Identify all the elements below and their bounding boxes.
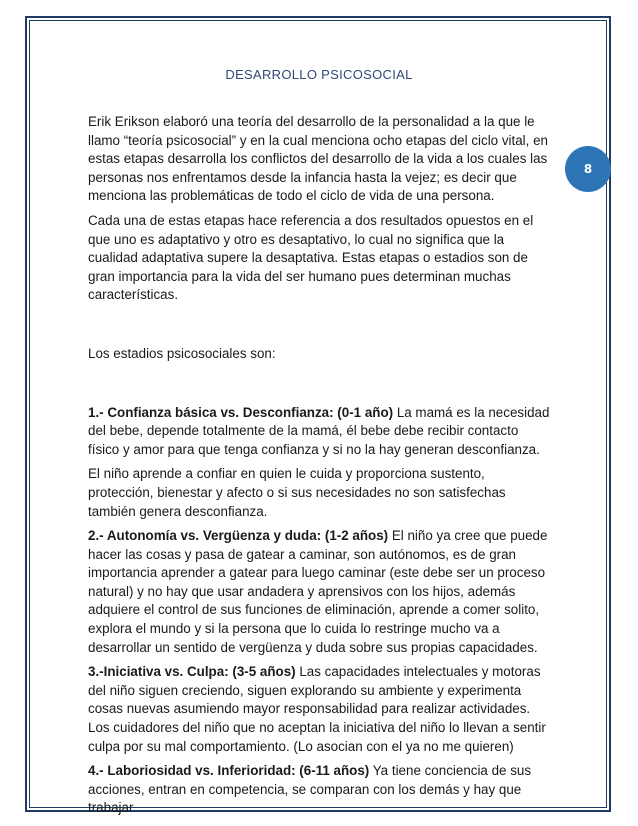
page-number: 8 bbox=[583, 162, 593, 176]
stage-paragraph bbox=[88, 663, 552, 756]
stage-text: Las capacidades intelectuales y motoras del niño siguen creciendo, siguen explorando su ambiente y experimenta cosas nuevas asumiendo mayor responsabilidad para realizar actividades. Los cuidadores del niño que no aceptan la iniciativa del niño lo llevan a sentir culpa por su mal comportamiento. (Lo asocian con el ya no me quieren) bbox=[88, 664, 546, 754]
stage-heading: 2.- Autonomía vs. Vergüenza y duda: (1-2 años) bbox=[88, 528, 389, 544]
stage-text: La mamá es la necesidad del bebe, depende totalmente de la mamá, él bebe debe recibir contacto físico y amor para que tenga confianza y si no la hay generan desconfianza. bbox=[88, 404, 550, 457]
stage-paragraph bbox=[88, 527, 552, 657]
stage-extra-paragraph: El niño aprende a confiar en quien le cuida y proporciona sustento, protección, bienestar y afecto o si sus necesidades no son satisfechas también genera desconfianza. bbox=[88, 466, 506, 519]
stage-heading: 4.- Laboriosidad vs. Inferioridad: (6-11 años) bbox=[88, 763, 370, 779]
page-number-badge bbox=[565, 146, 611, 192]
stages-intro: Los estadios psicosociales son: bbox=[88, 345, 276, 361]
stage-paragraph bbox=[88, 762, 552, 818]
page-title: DESARROLLO PSICOSOCIAL bbox=[225, 67, 413, 82]
stage-text: Ya tiene conciencia de sus acciones, entran en competencia, se comparan con los demás y hay que trabajar bbox=[88, 763, 532, 816]
stage-text: El niño ya cree que puede hacer las cosas y pasa de gatear a caminar, son autónomos, es de gran importancia aprender a gatear para luego caminar (este debe ser un proceso natural) y no hay que usar andadera y aprensivos con los hijos, además adquiere el control de sus funciones de eliminación, aprende a comer solito, explora el mundo y si la persona que lo cuida lo restringe mucho va a desarrollar un sentido de vergüenza y duda sobre sus propias capacidades. bbox=[88, 528, 548, 655]
stage-paragraph bbox=[88, 404, 552, 460]
intro-paragraph-1: Erik Erikson elaboró una teoría del desarrollo de la personalidad a la que le llamo “teoría psicosocial” y en la cual menciona ocho etapas del ciclo vital, en estas etapas desarrolla los conflictos del desarrollo de la vida a los cuales las personas nos enfrentamos desde la infancia hasta la vejez; es decir que menciona las problemáticas de todo el ciclo de vida de una persona. bbox=[88, 114, 548, 204]
spacer bbox=[88, 305, 552, 345]
stage-heading: 1.- Confianza básica vs. Desconfianza: (0-1 año) bbox=[88, 404, 394, 420]
intro-paragraph-2: Cada una de estas etapas hace referencia a dos resultados opuestos en el que uno es adaptativo y otro es desaptativo, lo cual no significa que la cualidad adaptativa supere la desaptativa. Estas etapas o estadios son de gran importancia para la vida del ser humano pues determinan muchas características. bbox=[88, 212, 534, 303]
document-body bbox=[88, 113, 552, 818]
stage-heading: 3.-Iniciativa vs. Culpa: (3-5 años) bbox=[88, 664, 296, 680]
spacer bbox=[88, 364, 552, 404]
